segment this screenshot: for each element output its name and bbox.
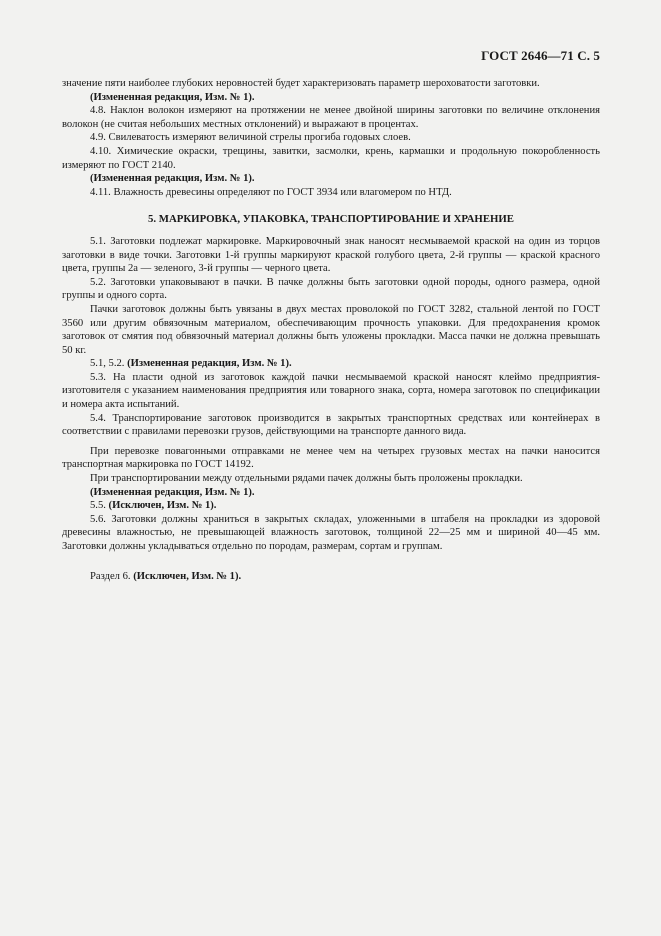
excluded-note: 5.5. (Исключен, Изм. № 1). <box>90 500 217 512</box>
section-title: 5. МАРКИРОВКА, УПАКОВКА, ТРАНСПОРТИРОВАНИЕ И ХРАНЕНИЕ <box>147 213 515 226</box>
paragraph: Пачки заготовок должны быть увязаны в двух местах проволокой по ГОСТ 3282, стальной лентой по ГОСТ 3560 или другим обвязочным материалом, обеспечивающим прочность упаковки. Для предохранения кромок заготовок от смятия под обвязочный материал должны быть уложены прокладки. Масса пачки не должна превышать 50 кг. <box>62 303 600 356</box>
paragraph: значение пяти наиболее глубоких неровностей будет характеризовать параметр шероховатости заготовки. <box>62 78 540 89</box>
section-6-note: Раздел 6. (Исключен, Изм. № 1). <box>90 570 242 582</box>
paragraph: 5.3. На пласти одной из заготовок каждой пачки несмываемой краской наносят клеймо предприятия-изготовителя с указанием наименования предприятия или товарного знака, сорта, номера заготовок по спецификации и номера акта испытаний. <box>62 371 600 411</box>
paragraph: 5.2. Заготовки упаковывают в пачки. В пачке должны быть заготовки одной породы, одного размера, одной группы и одного сорта. <box>62 276 600 302</box>
paragraph: 4.8. Наклон волокон измеряют на протяжении не менее двойной ширины заготовки по величине отклонения волокон (не считая небольших местных отклонений) и выражают в процентах. <box>62 105 600 130</box>
amendment-note: (Измененная редакция, Изм. № 1). <box>90 486 255 498</box>
amendment-note: 5.1, 5.2. (Измененная редакция, Изм. № 1). <box>90 358 292 370</box>
paragraph: 4.9. Свилеватость измеряют величиной стрелы прогиба годовых слоев. <box>90 132 411 144</box>
document-body <box>62 77 600 583</box>
paragraph: 5.6. Заготовки должны храниться в закрытых складах, уложенными в штабеля на прокладки из здоровой древесины влажностью, не превышающей влажность заготовок, толщиной 22—25 мм и шириной 40—45 мм. Заготовки должны укладываться отдельно по породам, размерам, сортам и группам. <box>62 513 600 552</box>
amendment-note: (Измененная редакция, Изм. № 1). <box>90 173 255 185</box>
page-header: ГОСТ 2646—71 С. 5 <box>481 48 600 63</box>
paragraph: 4.10. Химические окраски, трещины, завитки, засмолки, крень, кармашки и продольную покоробленность измеряют по ГОСТ 2140. <box>62 145 600 171</box>
paragraph: При перевозке повагонными отправками не менее чем на четырех грузовых местах на пачки наносится транспортная маркировка по ГОСТ 14192. <box>62 445 600 471</box>
paragraph: 4.11. Влажность древесины определяют по ГОСТ 3934 или влагомером по НТД. <box>90 186 452 198</box>
paragraph: 5.1. Заготовки подлежат маркировке. Маркировочный знак наносят несмываемой краской на один из торцов заготовки в виде точки. Заготовки 1-й группы маркируют краской голубого цвета, 2-й группы — краской красного цвета, группы 2а — зеленого, 3-й группы — черного цвета. <box>62 235 600 275</box>
amendment-note: (Измененная редакция, Изм. № 1). <box>90 91 255 103</box>
paragraph: 5.4. Транспортирование заготовок производится в закрытых транспортных средствах или контейнерах в соответствии с правилами перевозки грузов, действующими на транспорте данного вида. <box>62 412 600 438</box>
paragraph: При транспортировании между отдельными рядами пачек должны быть проложены прокладки. <box>90 473 523 485</box>
